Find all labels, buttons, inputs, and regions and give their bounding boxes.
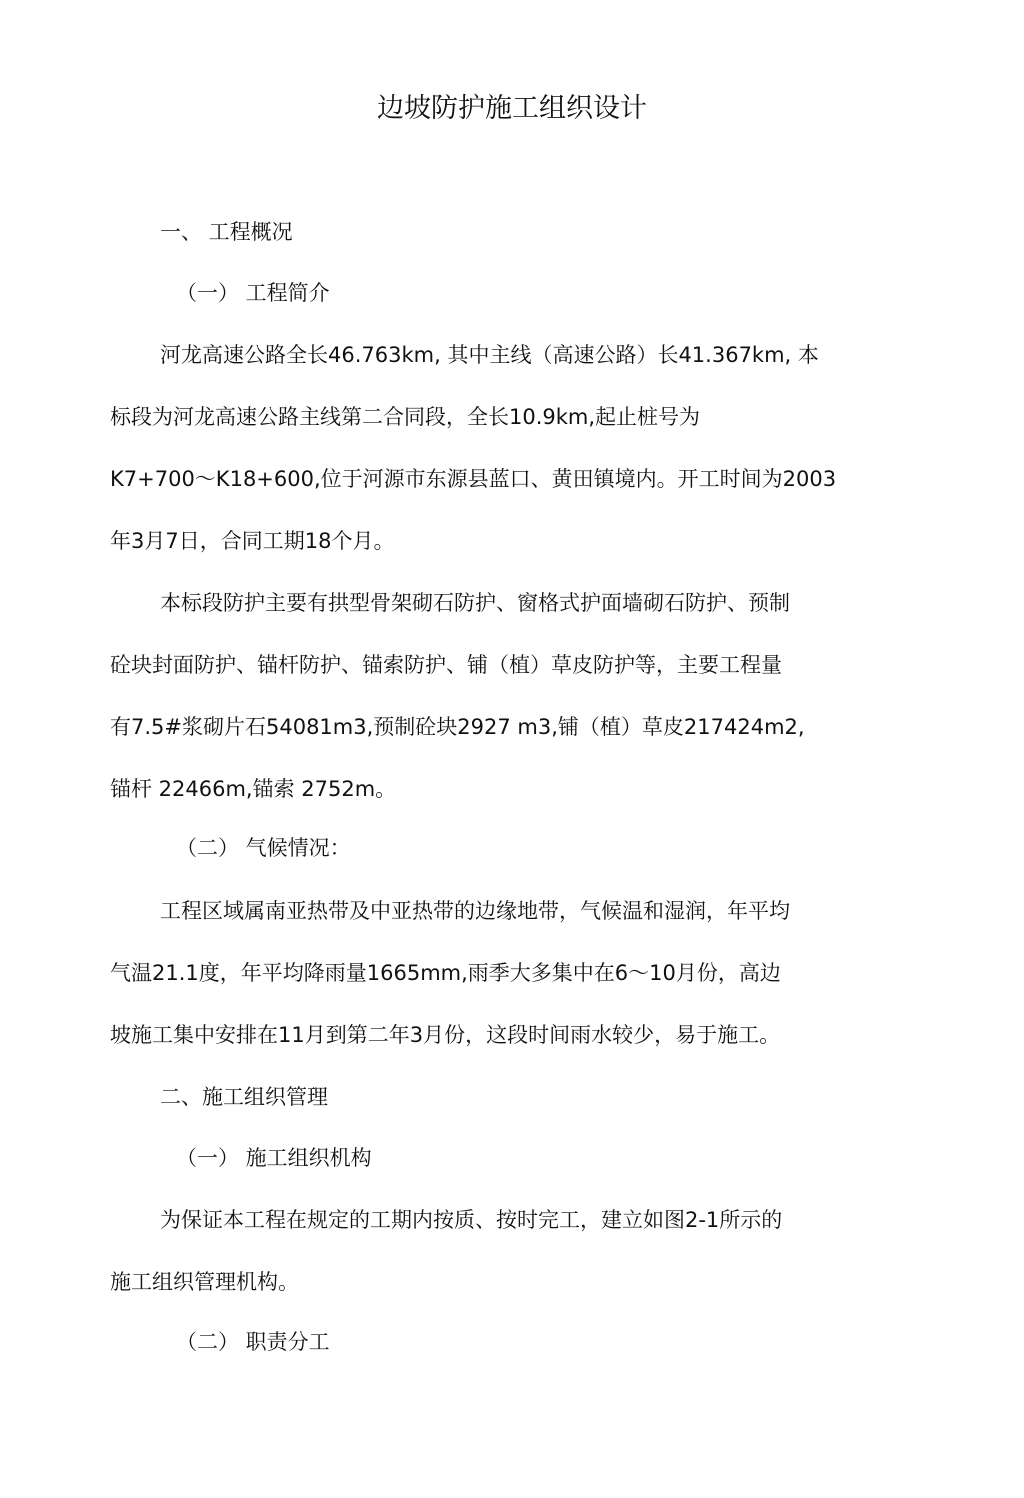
paragraph-line: 有7.5#浆砌片石54081m3,预制砼块2927 m3,铺（植）草皮217424m2, — [110, 715, 805, 739]
paragraph-line: 标段为河龙高速公路主线第二合同段，全长10.9km,起止桩号为 — [110, 405, 701, 429]
paragraph-line: 河龙高速公路全长46.763km, 其中主线（高速公路）长41.367km, 本 — [160, 343, 819, 367]
paragraph-line: 为保证本工程在规定的工期内按质、按时完工，建立如图2-1所示的 — [160, 1208, 783, 1232]
paragraph-line: 年3月7日，合同工期18个月。 — [110, 529, 395, 553]
section-heading-management: 二、施工组织管理 — [160, 1085, 328, 1109]
subsection-heading-organization: （一） 施工组织机构 — [176, 1146, 372, 1170]
paragraph-line: 坡施工集中安排在11月到第二年3月份，这段时间雨水较少，易于施工。 — [110, 1023, 781, 1047]
document-title: 边坡防护施工组织设计 — [377, 93, 647, 124]
subsection-heading-intro: （一） 工程简介 — [176, 281, 330, 305]
paragraph-line: K7+700～K18+600,位于河源市东源县蓝口、黄田镇境内。开工时间为2003 — [110, 467, 837, 491]
paragraph-line: 锚杆 22466m,锚索 2752m。 — [110, 777, 397, 801]
paragraph-line: 工程区域属南亚热带及中亚热带的边缘地带，气候温和湿润，年平均 — [160, 899, 790, 923]
section-heading-overview: 一、 工程概况 — [160, 220, 293, 244]
paragraph-line: 施工组织管理机构。 — [110, 1270, 299, 1294]
paragraph-line: 砼块封面防护、锚杆防护、锚索防护、铺（植）草皮防护等，主要工程量 — [110, 653, 782, 677]
subsection-heading-climate: （二） 气候情况： — [176, 836, 351, 860]
subsection-heading-duties: （二） 职责分工 — [176, 1330, 330, 1354]
paragraph-line: 本标段防护主要有拱型骨架砌石防护、窗格式护面墙砌石防护、预制 — [160, 591, 790, 615]
paragraph-line: 气温21.1度，年平均降雨量1665mm,雨季大多集中在6～10月份，高边 — [110, 961, 781, 985]
